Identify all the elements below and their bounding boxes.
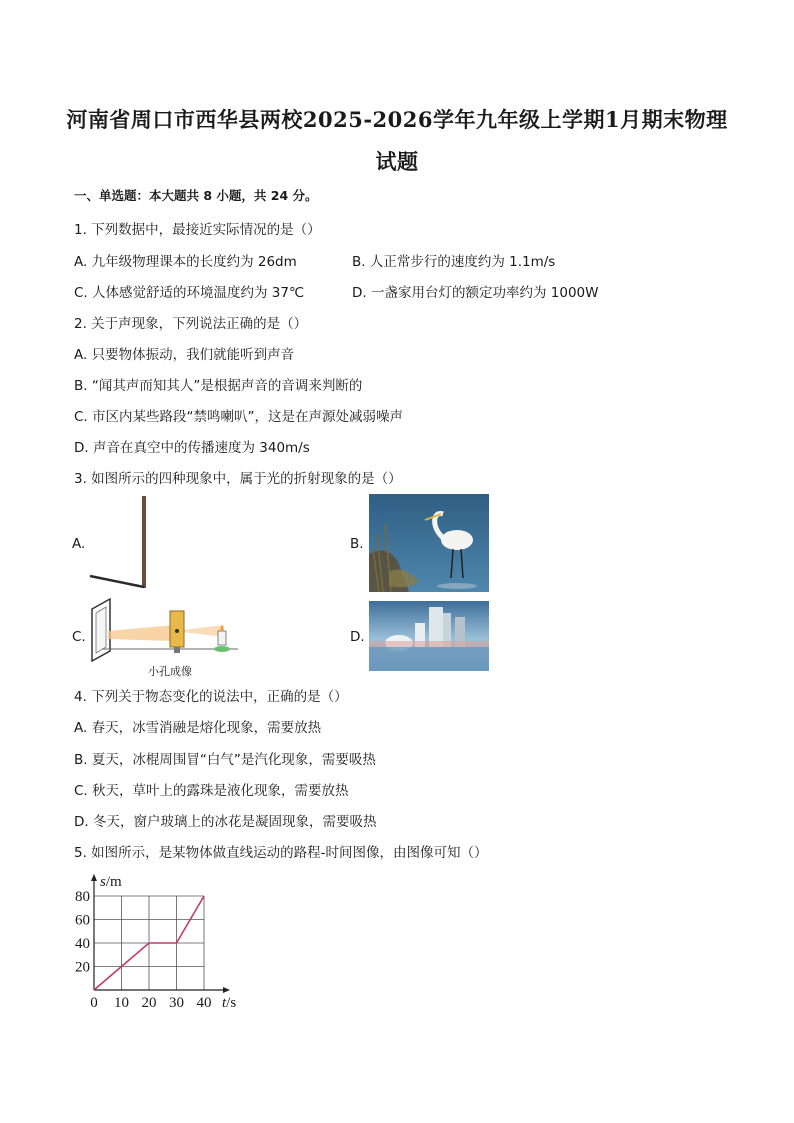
q1-option-a: A. 九年级物理课本的长度约为 26dm: [74, 254, 297, 270]
q4-stem: 4. 下列关于物态变化的说法中，正确的是（）: [74, 689, 348, 705]
q1-option-b: B. 人正常步行的速度约为 1.1m/s: [352, 254, 556, 270]
q1-stem: 1. 下列数据中，最接近实际情况的是（）: [74, 222, 321, 238]
x-axis-label: t/s: [222, 995, 237, 1011]
y-tick-label: 20: [75, 959, 90, 976]
q2-option-a: A. 只要物体振动，我们就能听到声音: [74, 347, 295, 363]
x-tick-label: 30: [169, 995, 184, 1011]
q4-option-d: D. 冬天，窗户玻璃上的冰花是凝固现象，需要吸热: [74, 814, 377, 830]
exam-title: 河南省周口市西华县两校2025-2026学年九年级上学期1月期末物理: [66, 107, 728, 132]
q3-figure-b-egret-photo: [369, 494, 489, 592]
y-axis-label: s/m: [100, 874, 122, 890]
y-tick-label: 40: [75, 936, 90, 952]
x-tick-label: 20: [141, 995, 157, 1011]
q2-option-d: D. 声音在真空中的传播速度为 340m/s: [74, 440, 310, 456]
q3-option-a-label: A.: [72, 536, 86, 552]
q2-stem: 2. 关于声现象，下列说法正确的是（）: [74, 316, 308, 332]
q3-figure-a: [88, 494, 152, 592]
section-heading: 一、单选题：本大题共 8 小题，共 24 分。: [74, 188, 318, 203]
q1-option-d: D. 一盏家用台灯的额定功率约为 1000W: [352, 285, 599, 301]
q2-option-c: C. 市区内某些路段“禁鸣喇叭”，这是在声源处减弱噪声: [74, 409, 403, 425]
q4-option-c: C. 秋天，草叶上的露珠是液化现象，需要放热: [74, 783, 349, 799]
q5-stem: 5. 如图所示，是某物体做直线运动的路程-时间图像，由图像可知（）: [74, 845, 488, 861]
x-tick-label: 10: [114, 995, 129, 1011]
q3-option-d-label: D.: [350, 629, 365, 645]
q4-option-b: B. 夏天，冰棍周围冒“白气”是汽化现象，需要吸热: [74, 752, 376, 768]
x-tick-label: 40: [196, 995, 212, 1011]
x-axis-arrow: [223, 987, 230, 993]
q3-figure-d-city-reflection-photo: [369, 601, 489, 671]
q3-figure-c-caption: 小孔成像: [148, 665, 192, 678]
q3-stem: 3. 如图所示的四种现象中，属于光的折射现象的是（）: [74, 471, 402, 487]
x-tick-label: 0: [90, 995, 98, 1011]
y-axis-arrow: [91, 874, 97, 881]
q4-option-a: A. 春天，冰雪消融是熔化现象，需要放热: [74, 720, 322, 736]
exam-title-line2: 试题: [375, 149, 419, 174]
q1-option-c: C. 人体感觉舒适的环境温度约为 37℃: [74, 285, 305, 301]
q3-option-c-label: C.: [72, 629, 86, 645]
y-tick-label: 60: [75, 912, 90, 929]
q2-option-b: B. “闻其声而知其人”是根据声音的音调来判断的: [74, 378, 363, 394]
q5-distance-time-chart: [66, 864, 266, 1014]
q3-option-b-label: B.: [350, 536, 364, 552]
y-tick-label: 80: [75, 889, 90, 905]
